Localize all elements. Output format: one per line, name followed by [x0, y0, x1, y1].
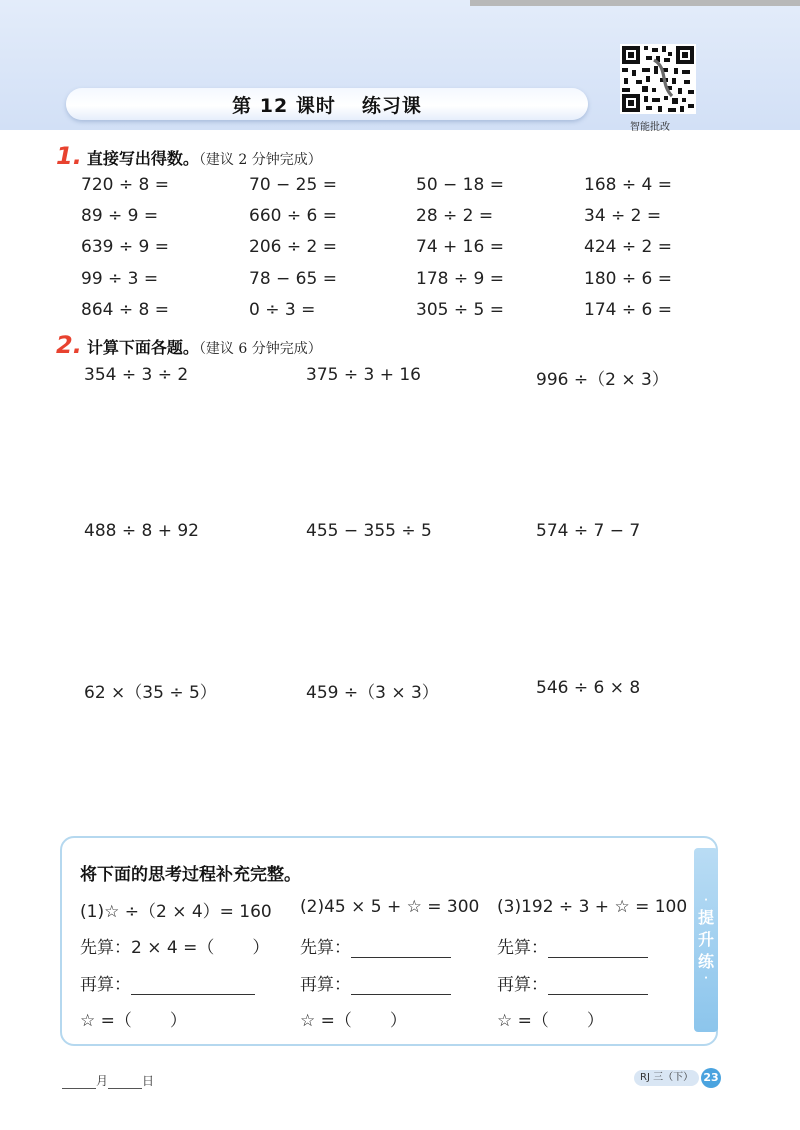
- first-label: 先算：: [80, 938, 131, 958]
- first-step-1: [80, 933, 269, 958]
- oral-item: 34 ÷ 2 =: [584, 206, 662, 226]
- answer-blank[interactable]: [548, 937, 648, 958]
- oral-item: 168 ÷ 4 =: [584, 175, 672, 195]
- oral-item: 639 ÷ 9 =: [81, 237, 169, 257]
- oral-item: 74 + 16 =: [416, 237, 504, 257]
- first-label: 先算：: [300, 938, 351, 958]
- extension-title: 将下面的思考过程补充完整。: [80, 865, 301, 885]
- calc-item: 996 ÷（2 × 3）: [536, 370, 669, 390]
- answer-blank[interactable]: [548, 974, 648, 995]
- tab-char: 练: [697, 952, 714, 971]
- qr-code-icon[interactable]: [620, 44, 696, 114]
- oral-item: 28 ÷ 2 =: [416, 206, 494, 226]
- lesson-name: 练习课: [361, 94, 422, 117]
- month-label: 月: [96, 1074, 109, 1088]
- section2-title: 计算下面各题。: [86, 338, 199, 357]
- section1-title: 直接写出得数。: [86, 149, 199, 168]
- tab-char: 提: [697, 908, 714, 927]
- lesson-title-bar: [66, 88, 588, 120]
- lesson-number: 第 12 课时: [232, 94, 336, 117]
- section1-hint: （建议 2 分钟完成）: [198, 152, 322, 168]
- calc-item: 455 − 355 ÷ 5: [306, 521, 432, 541]
- date-field: [62, 1072, 154, 1089]
- section2-hint: （建议 6 分钟完成）: [198, 341, 322, 357]
- first-fill-text: 2 × 4 =（: [131, 938, 215, 958]
- problem-3: (3)192 ÷ 3 + ☆ = 100: [497, 897, 688, 917]
- star-label: ☆ =（: [300, 1011, 352, 1031]
- oral-item: 174 ÷ 6 =: [584, 300, 672, 320]
- star-answer-2: [300, 1006, 407, 1031]
- calc-item: 62 ×（35 ÷ 5）: [84, 683, 217, 703]
- close-paren: ）: [586, 1011, 604, 1031]
- then-label: 再算：: [80, 975, 131, 995]
- calc-item: 375 ÷ 3 + 16: [306, 365, 421, 385]
- extension-tab: · 提 升 练 ·: [694, 848, 718, 1032]
- oral-item: 660 ÷ 6 =: [249, 206, 337, 226]
- star-label: ☆ =（: [497, 1011, 549, 1031]
- then-step-2: [300, 970, 451, 995]
- section2-number: 2.: [56, 331, 82, 359]
- oral-item: 180 ÷ 6 =: [584, 269, 672, 289]
- calc-item: 574 ÷ 7 − 7: [536, 521, 641, 541]
- close-paren: ）: [389, 1011, 407, 1031]
- close-paren: ）: [252, 938, 270, 958]
- oral-item: 178 ÷ 9 =: [416, 269, 504, 289]
- oral-item: 99 ÷ 3 =: [81, 269, 159, 289]
- then-label: 再算：: [300, 975, 351, 995]
- calc-item: 546 ÷ 6 × 8: [536, 678, 641, 698]
- calc-item: 459 ÷（3 × 3）: [306, 683, 439, 703]
- edition-badge: RJ 三（下）: [634, 1070, 699, 1086]
- oral-item: 864 ÷ 8 =: [81, 300, 169, 320]
- top-rule: [470, 0, 800, 6]
- answer-blank[interactable]: [131, 974, 255, 995]
- oral-item: 305 ÷ 5 =: [416, 300, 504, 320]
- then-step-3: [497, 970, 648, 995]
- section1-header: [56, 142, 322, 170]
- page-number: 23: [701, 1068, 721, 1088]
- oral-item: 50 − 18 =: [416, 175, 504, 195]
- star-label: ☆ =（: [80, 1011, 132, 1031]
- day-label: 日: [142, 1074, 155, 1088]
- oral-item: 424 ÷ 2 =: [584, 237, 672, 257]
- then-step-1: [80, 970, 255, 995]
- first-label: 先算：: [497, 938, 548, 958]
- month-blank[interactable]: [62, 1088, 96, 1089]
- oral-item: 70 − 25 =: [249, 175, 337, 195]
- section1-number: 1.: [56, 142, 82, 170]
- oral-item: 89 ÷ 9 =: [81, 206, 159, 226]
- first-step-2: [300, 933, 451, 958]
- calc-item: 488 ÷ 8 + 92: [84, 521, 199, 541]
- day-blank[interactable]: [108, 1088, 142, 1089]
- problem-2: (2)45 × 5 + ☆ = 300: [300, 897, 480, 917]
- oral-item: 78 − 65 =: [249, 269, 337, 289]
- first-step-3: [497, 933, 648, 958]
- problem-1: (1)☆ ÷（2 × 4）= 160: [80, 902, 272, 922]
- close-paren: ）: [169, 1011, 187, 1031]
- answer-blank[interactable]: [351, 937, 451, 958]
- oral-item: 206 ÷ 2 =: [249, 237, 337, 257]
- then-label: 再算：: [497, 975, 548, 995]
- qr-label: 智能批改: [630, 122, 670, 133]
- section2-header: [56, 331, 322, 359]
- answer-blank[interactable]: [351, 974, 451, 995]
- star-answer-1: [80, 1006, 187, 1031]
- calc-item: 354 ÷ 3 ÷ 2: [84, 365, 189, 385]
- star-answer-3: [497, 1006, 604, 1031]
- oral-item: 720 ÷ 8 =: [81, 175, 169, 195]
- tab-char: 升: [697, 930, 714, 949]
- oral-item: 0 ÷ 3 =: [249, 300, 316, 320]
